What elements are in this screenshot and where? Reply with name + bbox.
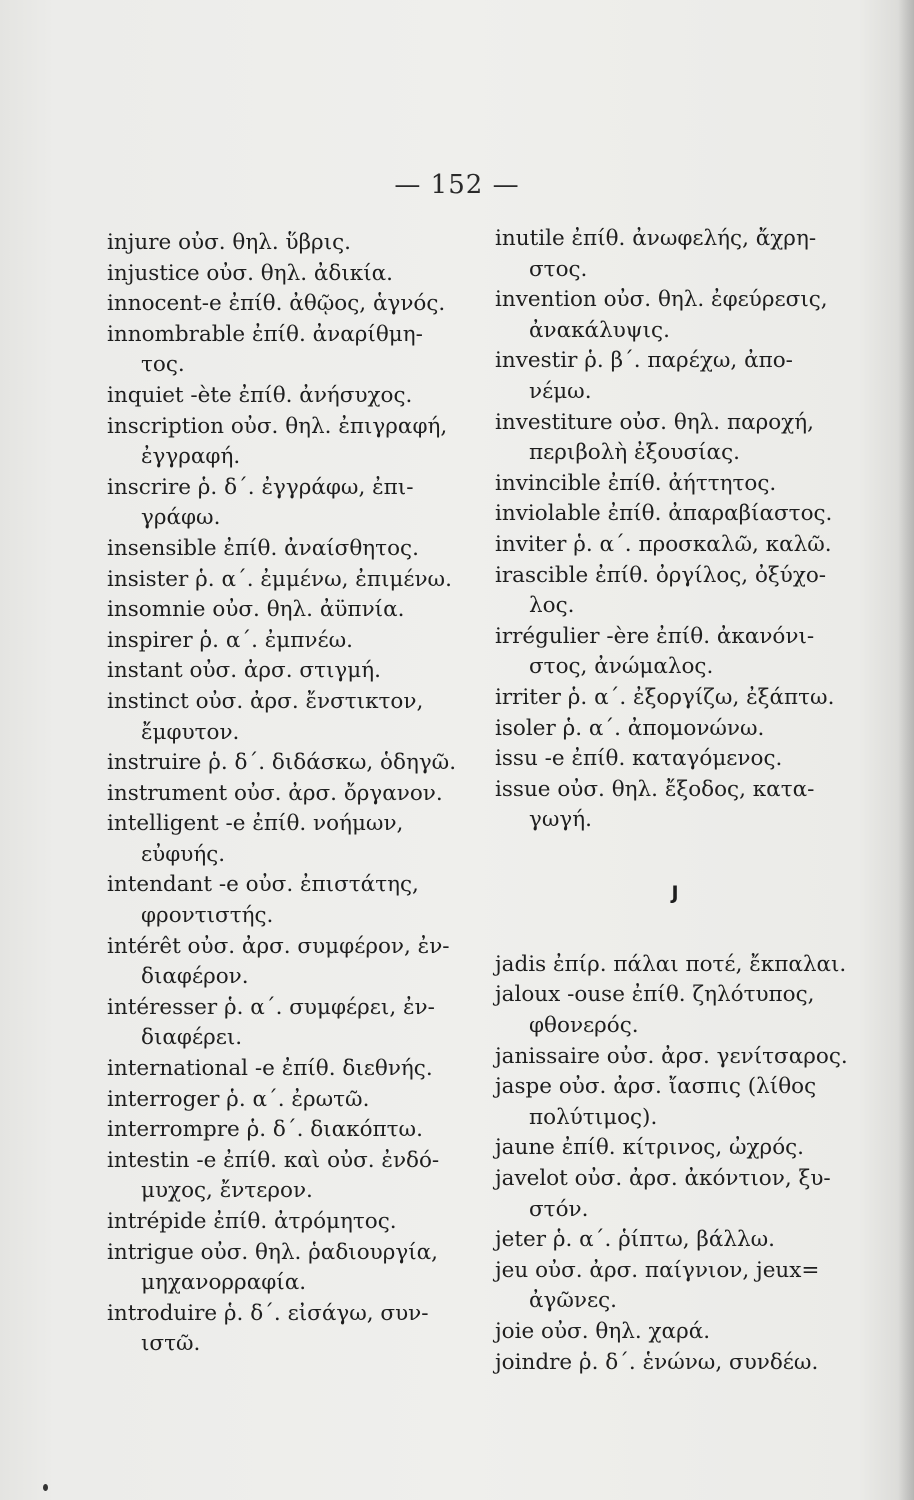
dictionary-entry: [495, 469, 855, 500]
entry-headline: interrompre ῥ. δ΄. διακόπτω.: [107, 1117, 423, 1143]
dictionary-entry: [107, 1146, 472, 1207]
entry-continuation: γωγή.: [529, 807, 592, 833]
right-column-j-entries: [495, 950, 855, 1378]
entry-headline: insister ῥ. α΄. ἐμμένω, ἐπιμένω.: [107, 566, 452, 592]
entry-headline: inviolable ἐπίθ. ἀπαραβίαστος.: [495, 501, 833, 527]
left-column: [107, 228, 472, 1360]
entry-headline: injure οὐσ. θηλ. ὕβρις.: [107, 230, 351, 255]
dictionary-entry: [107, 534, 472, 565]
dictionary-entry: [107, 473, 472, 534]
dictionary-entry: [495, 950, 855, 981]
entry-headline: issue οὐσ. θηλ. ἔξοδος, κατα-: [495, 776, 815, 802]
dictionary-entry: [107, 1238, 472, 1299]
entry-continuation: ἀνακάλυψις.: [529, 317, 670, 343]
entry-continuation: στος, ἀνώμαλος.: [529, 654, 714, 680]
dictionary-entry: [107, 595, 472, 626]
entry-headline: instinct οὐσ. ἀρσ. ἔνστικτον,: [107, 688, 424, 714]
entry-headline: investiture οὐσ. θηλ. παροχή,: [495, 409, 814, 435]
entry-headline: investir ῥ. β΄. παρέχω, ἀπο-: [495, 348, 793, 374]
entry-headline: javelot οὐσ. ἀρσ. ἀκόντιον, ξυ-: [495, 1166, 831, 1192]
entry-continuation: ἀγῶνες.: [529, 1288, 617, 1314]
dictionary-entry: [107, 1085, 472, 1116]
entry-headline: introduire ῥ. δ΄. εἰσάγω, συν-: [107, 1300, 429, 1326]
entry-headline: joindre ῥ. δ΄. ἑνώνω, συνδέω.: [495, 1349, 819, 1375]
entry-continuation: γράφω.: [141, 505, 221, 531]
entry-continuation: διαφέρει.: [141, 1025, 243, 1051]
entry-headline: irrégulier -ère ἐπίθ. ἀκανόνι-: [495, 623, 815, 649]
entry-continuation: φθονερός.: [529, 1013, 639, 1039]
entry-headline: intestin -e ἐπίθ. καὶ οὐσ. ἐνδό-: [107, 1147, 440, 1173]
entry-headline: intelligent -e ἐπίθ. νοήμων,: [107, 811, 404, 837]
dictionary-entry: [495, 408, 855, 469]
dictionary-entry: [107, 656, 472, 687]
entry-headline: jaloux -ouse ἐπίθ. ζηλότυπος,: [495, 982, 815, 1008]
dictionary-entry: [107, 870, 472, 931]
dictionary-entry: [107, 809, 472, 870]
dictionary-entry: [107, 1299, 472, 1360]
dictionary-entry: [495, 1317, 855, 1348]
right-column: [495, 224, 855, 1378]
entry-continuation: νέμω.: [529, 378, 592, 404]
dictionary-entry: [495, 1256, 855, 1317]
entry-headline: isoler ῥ. α΄. ἀπομονώνω.: [495, 715, 765, 741]
dictionary-entry: [495, 1348, 855, 1379]
dictionary-entry: [107, 1207, 472, 1238]
entry-headline: issu -e ἐπίθ. καταγόμενος.: [495, 746, 783, 772]
dictionary-entry: [495, 346, 855, 407]
dictionary-entry: [107, 259, 472, 290]
dictionary-entry: [107, 993, 472, 1054]
entry-headline: jeu οὐσ. ἀρσ. παίγνιον, jeux=: [495, 1257, 820, 1283]
dictionary-entry: [495, 1042, 855, 1073]
dictionary-entry: [495, 1072, 855, 1133]
entry-headline: instrument οὐσ. ἀρσ. ὄργανον.: [107, 780, 443, 806]
entry-continuation: ιστῶ.: [141, 1331, 201, 1357]
dictionary-entry: [495, 530, 855, 561]
entry-headline: instruire ῥ. δ΄. διδάσκω, ὁδηγῶ.: [107, 750, 457, 776]
dictionary-entry: [495, 714, 855, 745]
dictionary-entry: [495, 622, 855, 683]
entry-headline: injustice οὐσ. θηλ. ἀδικία.: [107, 260, 393, 286]
dictionary-entry: [107, 1054, 472, 1085]
entry-headline: inspirer ῥ. α΄. ἐμπνέω.: [107, 627, 353, 653]
entry-headline: intendant -e οὐσ. ἐπιστάτης,: [107, 872, 419, 898]
dictionary-entry: [495, 775, 855, 836]
entry-headline: innocent-e ἐπίθ. ἀθῷος, ἁγνός.: [107, 291, 446, 317]
dictionary-entry: [495, 683, 855, 714]
dictionary-entry: [107, 320, 472, 381]
entry-continuation: στόν.: [529, 1196, 589, 1222]
entry-headline: intéresser ῥ. α΄. συμφέρει, ἐν-: [107, 994, 435, 1020]
entry-headline: international -e ἐπίθ. διεθνής.: [107, 1056, 433, 1082]
dictionary-entry: [107, 1115, 472, 1146]
dictionary-entry: [107, 748, 472, 779]
entry-continuation: ἐγγραφή.: [141, 444, 241, 470]
page-number: — 152 —: [394, 170, 520, 200]
page-speck: [43, 1484, 48, 1491]
entry-headline: irascible ἐπίθ. ὀργίλος, ὀξύχο-: [495, 562, 827, 588]
entry-continuation: στος.: [529, 256, 588, 282]
right-column-i-entries: [495, 224, 855, 836]
entry-headline: jadis ἐπίρ. πάλαι ποτέ, ἔκπαλαι.: [495, 951, 847, 977]
entry-headline: inviter ῥ. α΄. προσκαλῶ, καλῶ.: [495, 531, 832, 557]
entry-headline: irriter ῥ. α΄. ἐξοργίζω, ἐξάπτω.: [495, 684, 835, 710]
entry-headline: inquiet -ète ἐπίθ. ἀνήσυχος.: [107, 382, 413, 408]
entry-continuation: μυχος, ἔντερον.: [141, 1178, 313, 1204]
entry-continuation: φροντιστής.: [141, 903, 274, 929]
dictionary-entry: [495, 224, 855, 285]
dictionary-entry: [107, 289, 472, 320]
entry-headline: instant οὐσ. ἀρσ. στιγμή.: [107, 658, 381, 684]
entry-headline: intrigue οὐσ. θηλ. ῥαδιουργία,: [107, 1239, 438, 1265]
entry-headline: inscription οὐσ. θηλ. ἐπιγραφή,: [107, 413, 448, 439]
entry-headline: insomnie οὐσ. θηλ. ἀϋπνία.: [107, 597, 405, 623]
dictionary-entry: [107, 687, 472, 748]
page-edge-shadow: [898, 0, 914, 1500]
entry-continuation: ἔμφυτον.: [141, 719, 240, 745]
dictionary-entry: [107, 412, 472, 473]
entry-headline: intrépide ἐπίθ. ἀτρόμητος.: [107, 1209, 397, 1234]
entry-headline: intérêt οὐσ. ἀρσ. συμφέρον, ἐν-: [107, 933, 450, 959]
dictionary-entry: [495, 499, 855, 530]
dictionary-entry: [495, 1225, 855, 1256]
dictionary-entry: [495, 1133, 855, 1164]
entry-headline: janissaire οὐσ. ἀρσ. γενίτσαρος.: [495, 1043, 848, 1069]
dictionary-entry: [107, 626, 472, 657]
entry-headline: invincible ἐπίθ. ἀήττητος.: [495, 470, 777, 496]
entry-headline: inutile ἐπίθ. ἀνωφελής, ἄχρη-: [495, 226, 817, 251]
entry-continuation: μηχανορραφία.: [141, 1270, 307, 1296]
entry-headline: insensible ἐπίθ. ἀναίσθητος.: [107, 535, 419, 561]
dictionary-entry: [107, 779, 472, 810]
dictionary-entry: [107, 228, 472, 259]
dictionary-entry: [495, 744, 855, 775]
dictionary-entry: [495, 561, 855, 622]
letter-heading-j: J: [671, 881, 679, 904]
entry-continuation: εὐφυής.: [141, 841, 226, 867]
entry-continuation: πολύτιμος).: [529, 1104, 658, 1130]
entry-headline: interroger ῥ. α΄. ἐρωτῶ.: [107, 1086, 370, 1112]
entry-continuation: περιβολὴ ἐξουσίας.: [529, 440, 740, 466]
dictionary-entry: [495, 285, 855, 346]
entry-continuation: τος.: [141, 352, 185, 378]
dictionary-entry: [495, 980, 855, 1041]
entry-headline: inscrire ῥ. δ΄. ἐγγράφω, ἐπι-: [107, 474, 414, 500]
entry-continuation: λος.: [529, 593, 575, 619]
dictionary-entry: [495, 1164, 855, 1225]
dictionary-entry: [107, 932, 472, 993]
entry-headline: jaune ἐπίθ. κίτρινος, ὠχρός.: [495, 1135, 805, 1161]
entry-headline: jaspe οὐσ. ἀρσ. ἴασπις (λίθος: [495, 1074, 817, 1100]
entry-headline: joie οὐσ. θηλ. χαρά.: [495, 1319, 711, 1344]
dictionary-entry: [107, 381, 472, 412]
dictionary-entry: [107, 565, 472, 596]
entry-headline: innombrable ἐπίθ. ἀναρίθμη-: [107, 321, 423, 347]
entry-headline: jeter ῥ. α΄. ῥίπτω, βάλλω.: [495, 1227, 775, 1253]
entry-continuation: διαφέρον.: [141, 964, 249, 990]
entry-headline: invention οὐσ. θηλ. ἐφεύρεσις,: [495, 287, 828, 313]
